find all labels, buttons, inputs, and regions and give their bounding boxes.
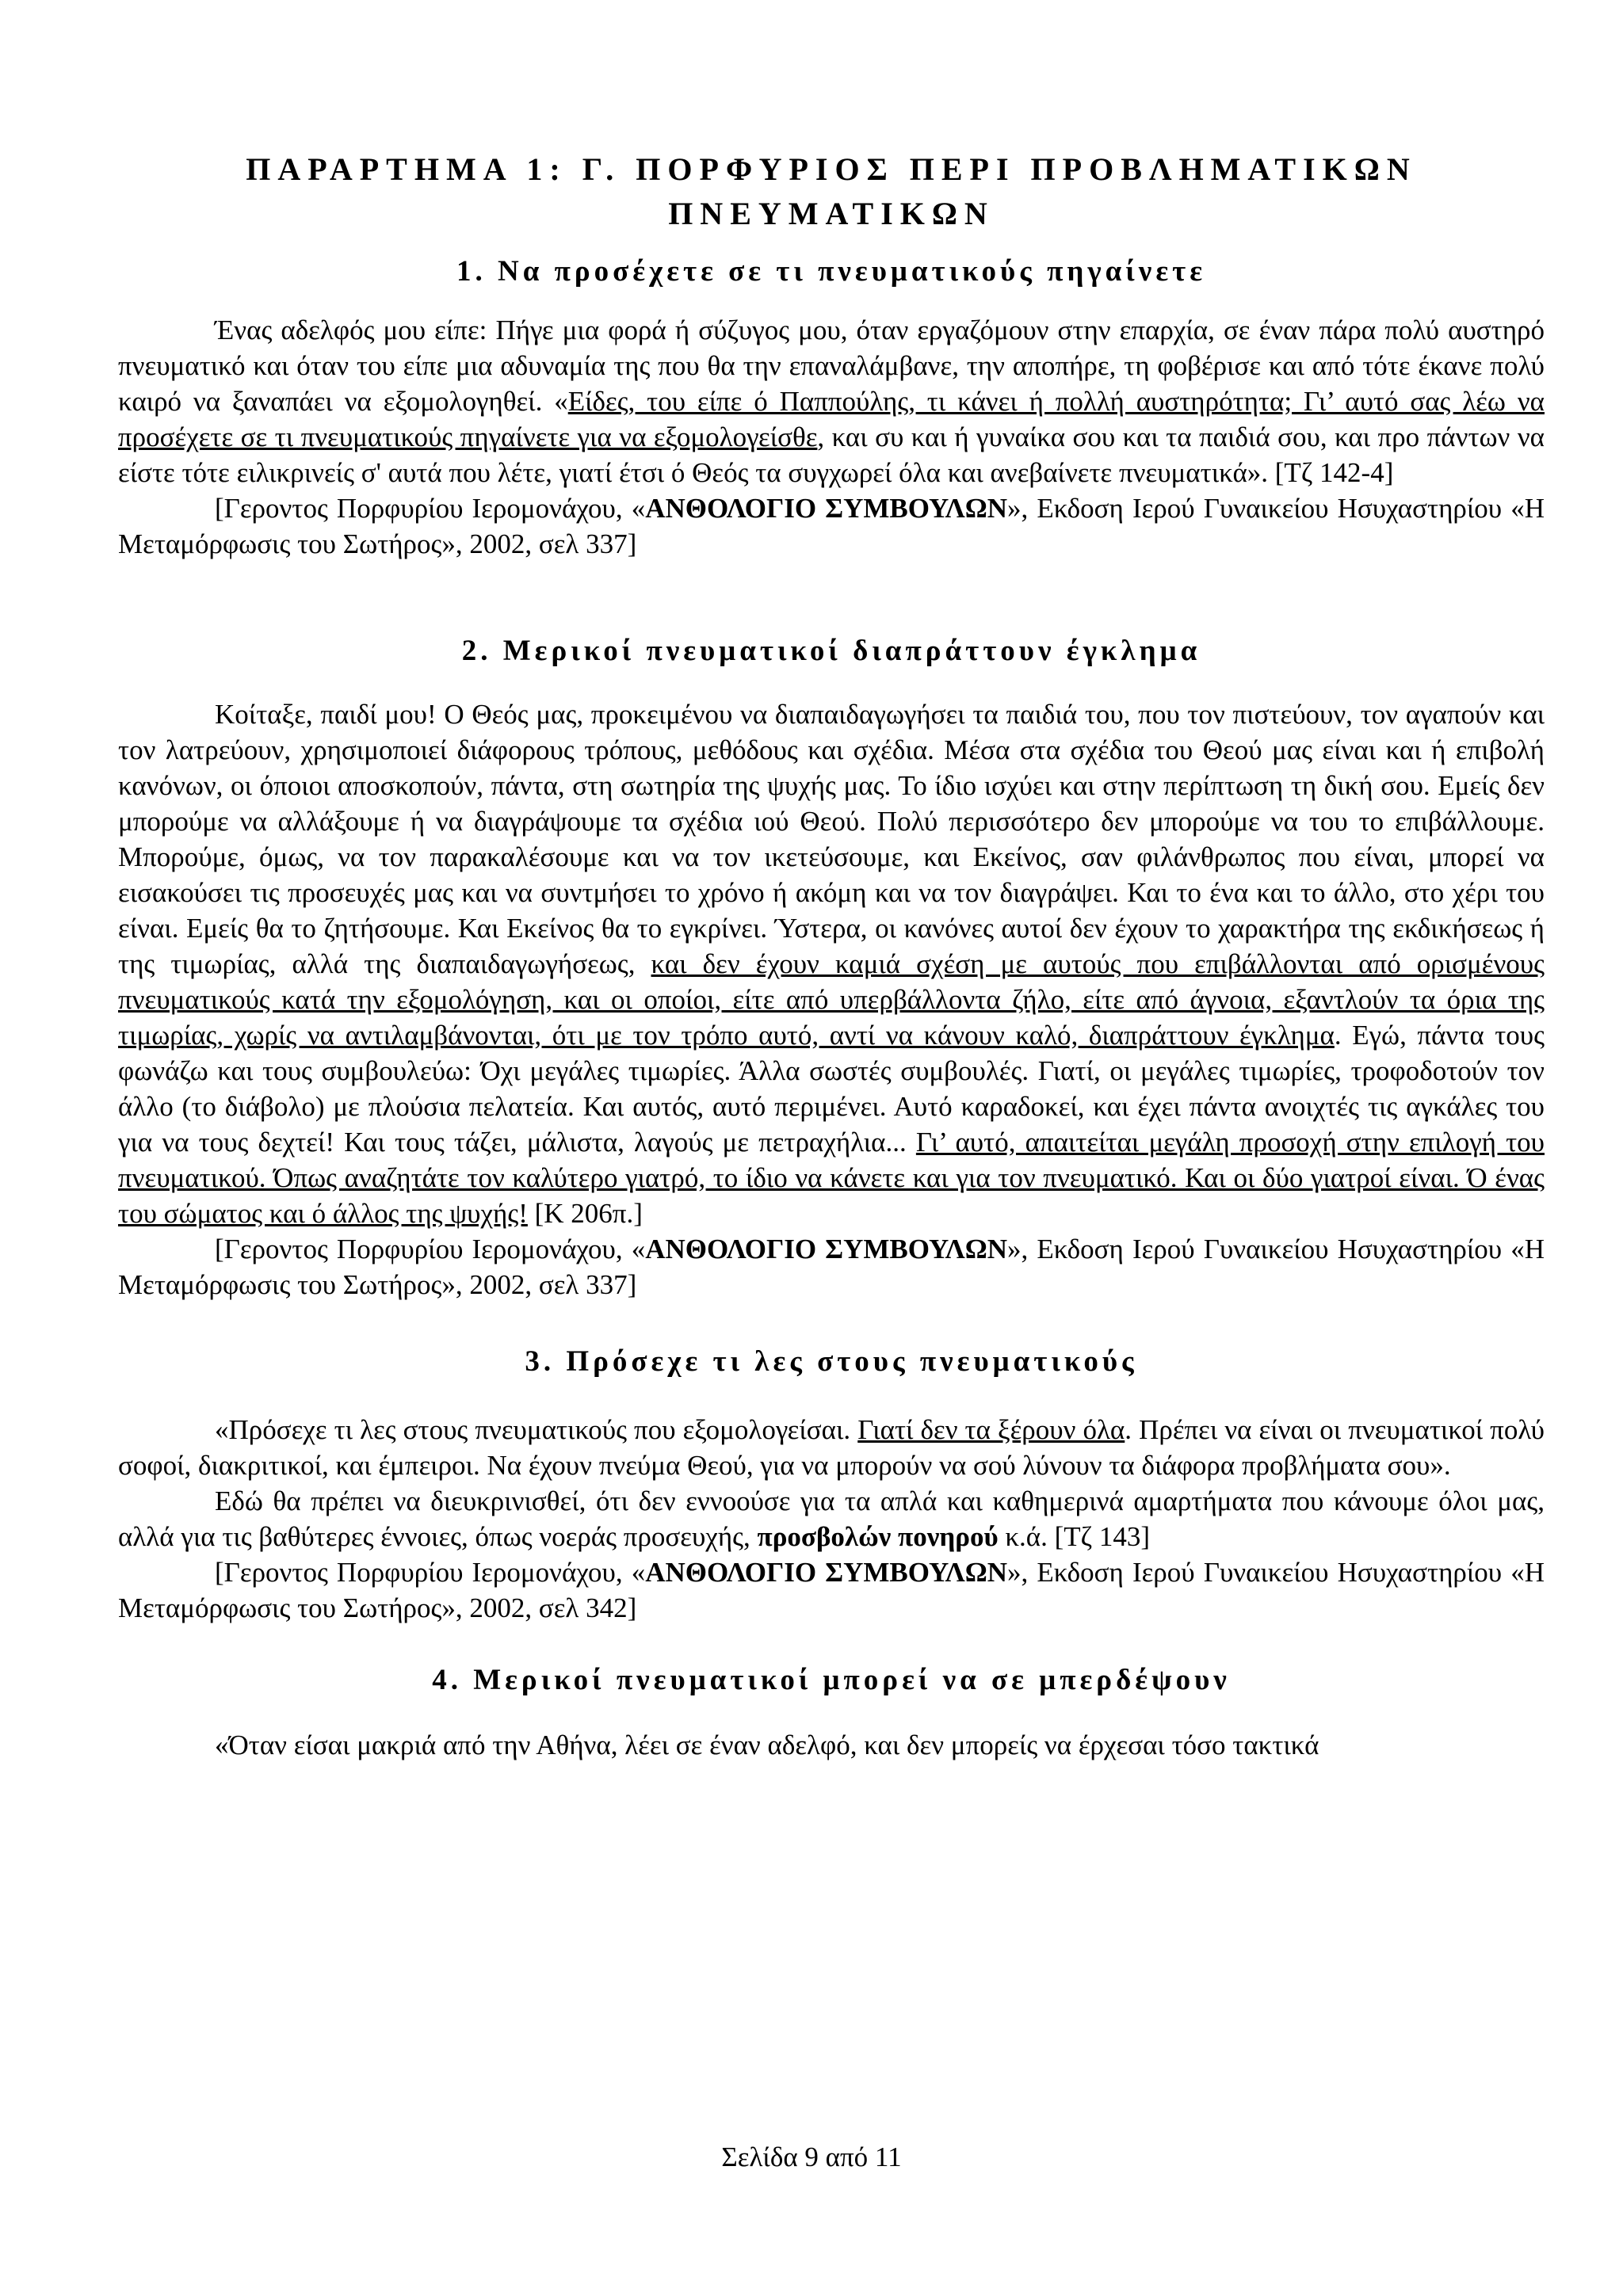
section-3-paragraph-2: Εδώ θα πρέπει να διευκρινισθεί, ότι δεν εννοούσε για τα απλά και καθημερινά αμαρτήματα που κάνουμε όλοι μας, αλλά για τις βαθύτερες έννοιες, όπως νοεράς προσευχής, προσβολών πονηρού κ.ά. [Τζ 143] (118, 1486, 1545, 1552)
section-4-paragraph: «Όταν είσαι μακριά από την Αθήνα, λέει σε έναν αδελφό, και δεν μπορείς να έρχεσαι τόσο τακτικά (215, 1730, 1319, 1760)
underlined-quote: Είδες, του είπε ό Παππούλης, τι κάνει ή πολλή αυστηρότητα; Γι’ αυτό σας λέω να προσέχετε σε τι πνευματικούς πηγαίνετε για να εξομολογείσθε (118, 386, 1545, 452)
section-2-citation: [Γεροντος Πορφυρίου Ιερομονάχου, «ΑΝΘΟΛΟΓΙΟ ΣΥΜΒΟΥΛΩΝ», Εκδοση Ιερού Γυναικείου Ησυχαστηρίου «Η Μεταμόρφωσις του Σωτήρος», 2002, σελ 337] (118, 1234, 1545, 1300)
underlined-passage: και δεν έχουν καμιά σχέση με αυτούς που επιβάλλονται από ορισμένους πνευματικούς κατά την εξομολόγηση, και οι οποίοι, είτε από υπερβάλλοντα ζήλο, είτε από άγνοια, εξαντλούν τα όρια της τιμωρίας, χωρίς να αντιλαμβάνονται, ότι με τον τρόπο αυτό, αντί να κάνουν καλό, διαπράττουν έγκλημα (118, 948, 1545, 1051)
section-1-citation: [Γεροντος Πορφυρίου Ιερομονάχου, «ΑΝΘΟΛΟΓΙΟ ΣΥΜΒΟΥΛΩΝ», Εκδοση Ιερού Γυναικείου Ησυχαστηρίου «Η Μεταμόρφωσις του Σωτήρος», 2002, σελ 337] (118, 493, 1545, 559)
section-2-heading: 2. Μερικοί πνευματικοί διαπράττουν έγκλημα (461, 635, 1201, 667)
book-title: ΑΝΘΟΛΟΓΙΟ ΣΥΜΒΟΥΛΩΝ (645, 493, 1008, 524)
book-title: ΑΝΘΟΛΟΓΙΟ ΣΥΜΒΟΥΛΩΝ (645, 1234, 1008, 1264)
section-3-heading: 3. Πρόσεχε τι λες στους πνευματικούς (525, 1345, 1138, 1378)
book-title: ΑΝΘΟΛΟΓΙΟ ΣΥΜΒΟΥΛΩΝ (645, 1557, 1008, 1588)
page-footer: Σελίδα 9 από 11 (721, 2142, 902, 2172)
section-1-heading: 1. Να προσέχετε σε τι πνευματικούς πηγαίνετε (456, 255, 1207, 288)
document-page (118, 147, 1545, 1763)
title-line-2: ΠΝΕΥΜΑΤΙΚΩΝ (668, 196, 995, 231)
section-3-citation: [Γεροντος Πορφυρίου Ιερομονάχου, «ΑΝΘΟΛΟΓΙΟ ΣΥΜΒΟΥΛΩΝ», Εκδοση Ιερού Γυναικείου Ησυχαστηρίου «Η Μεταμόρφωσις του Σωτήρος», 2002, σελ 342] (118, 1557, 1545, 1623)
section-1-paragraph: Ένας αδελφός μου είπε: Πήγε μια φορά ή σύζυγος μου, όταν εργαζόμουν στην επαρχία, σε έναν πάρα πολύ αυστηρό πνευματικό και όταν του είπε μια αδυναμία της που θα την επαναλάμβανε, την αποπήρε, τη φοβέρισε και από τότε έκανε πολύ καιρό να ξαναπάει να εξομολογηθεί. «Είδες, του είπε ό Παππούλης, τι κάνει ή πολλή αυστηρότητα; Γι’ αυτό σας λέω να προσέχετε σε τι πνευματικούς πηγαίνετε για να εξομολογείσθε, και συ και ή γυναίκα σου και τα παιδιά σου, και προ πάντων να είστε τότε ειλικρινείς σ' αυτά που λέτε, γιατί έτσι ό Θεός τα συγχωρεί όλα και ανεβαίνετε πνευματικά». [Τζ 142-4] (118, 315, 1545, 488)
section-4-heading: 4. Μερικοί πνευματικοί μπορεί να σε μπερδέψουν (432, 1664, 1231, 1696)
underlined-passage: Γι’ αυτό, απαιτείται μεγάλη προσοχή στην επιλογή του πνευματικού. Όπως αναζητάτε τον καλύτερο γιατρό, το ίδιο να κάνετε και για τον πνευματικό. Και οι δύο γιατροί είναι. Ό ένας του σώματος και ό άλλος της ψυχής! (118, 1127, 1545, 1229)
bold-phrase: προσβολών πονηρού (757, 1521, 999, 1552)
title-line-1: ΠΑΡΑΡΤΗΜΑ 1: Γ. ΠΟΡΦΥΡΙΟΣ ΠΕΡΙ ΠΡΟΒΛΗΜΑΤΙΚΩΝ (246, 151, 1417, 187)
document-title (118, 147, 1545, 236)
section-2-paragraph: Κοίταξε, παιδί μου! Ο Θεός μας, προκειμένου να διαπαιδαγωγήσει τα παιδιά του, που τον πιστεύουν, τον αγαπούν και τον λατρεύουν, χρησιμοποιεί διάφορους τρόπους, μεθόδους και σχέδια. Μέσα στα σχέδια του Θεού μας είναι και ή επιβολή κανόνων, οι όποιοι αποσκοπούν, πάντα, στη σωτηρία της ψυχής μας. Το ίδιο ισχύει και στην περίπτωση τη δική σου. Εμείς δεν μπορούμε να αλλάξουμε ή να διαγράψουμε τα σχέδια ιού Θεού. Πολύ περισσότερο δεν μπορούμε να του το επιβάλλουμε. Μπορούμε, όμως, να τον παρακαλέσουμε και να τον ικετεύσουμε, και Εκείνος, σαν φιλάνθρωπος που είναι, μπορεί να εισακούσει τις προσευχές μας και να συντμήσει το χρόνο ή ακόμη και να τον διαγράψει. Και το ένα και το άλλο, στο χέρι του είναι. Εμείς θα το ζητήσουμε. Και Εκείνος θα το εγκρίνει. Ύστερα, οι κανόνες αυτοί δεν έχουν το χαρακτήρα της εκδικήσεως ή της τιμωρίας, αλλά της διαπαιδαγωγήσεως, και δεν έχουν καμιά σχέση με αυτούς που επιβάλλονται από ορισμένους πνευματικούς κατά την εξομολόγηση, και οι οποίοι, είτε από υπερβάλλοντα ζήλο, είτε από άγνοια, εξαντλούν τα όρια της τιμωρίας, χωρίς να αντιλαμβάνονται, ότι με τον τρόπο αυτό, αντί να κάνουν καλό, διαπράττουν έγκλημα. Εγώ, πάντα τους φωνάζω και τους συμβουλεύω: Όχι μεγάλες τιμωρίες. Άλλα σωστές συμβουλές. Γιατί, οι μεγάλες τιμωρίες, τροφοδοτούν τον άλλο (το διάβολο) με πλούσια πελατεία. Και αυτός, αυτό περιμένει. Αυτό καραδοκεί, και έχει πάντα ανοιχτές τις αγκάλες του για να τους δεχτεί! Και τους τάζει, μάλιστα, λαγούς με πετραχήλια... Γι’ αυτό, απαιτείται μεγάλη προσοχή στην επιλογή του πνευματικού. Όπως αναζητάτε τον καλύτερο γιατρό, το ίδιο να κάνετε και για τον πνευματικό. Και οι δύο γιατροί είναι. Ό ένας του σώματος και ό άλλος της ψυχής! [Κ 206π.] (118, 699, 1545, 1229)
underlined-phrase: Γιατί δεν τα ξέρουν όλα (857, 1414, 1125, 1445)
section-3-paragraph-1: «Πρόσεχε τι λες στους πνευματικούς που εξομολογείσαι. Γιατί δεν τα ξέρουν όλα. Πρέπει να είναι οι πνευματικοί πολύ σοφοί, διακριτικοί, και έμπειροι. Να έχουν πνεύμα Θεού, για να μπορούν να σού λύνουν τα διάφορα προβλήματα σου». (118, 1414, 1545, 1481)
